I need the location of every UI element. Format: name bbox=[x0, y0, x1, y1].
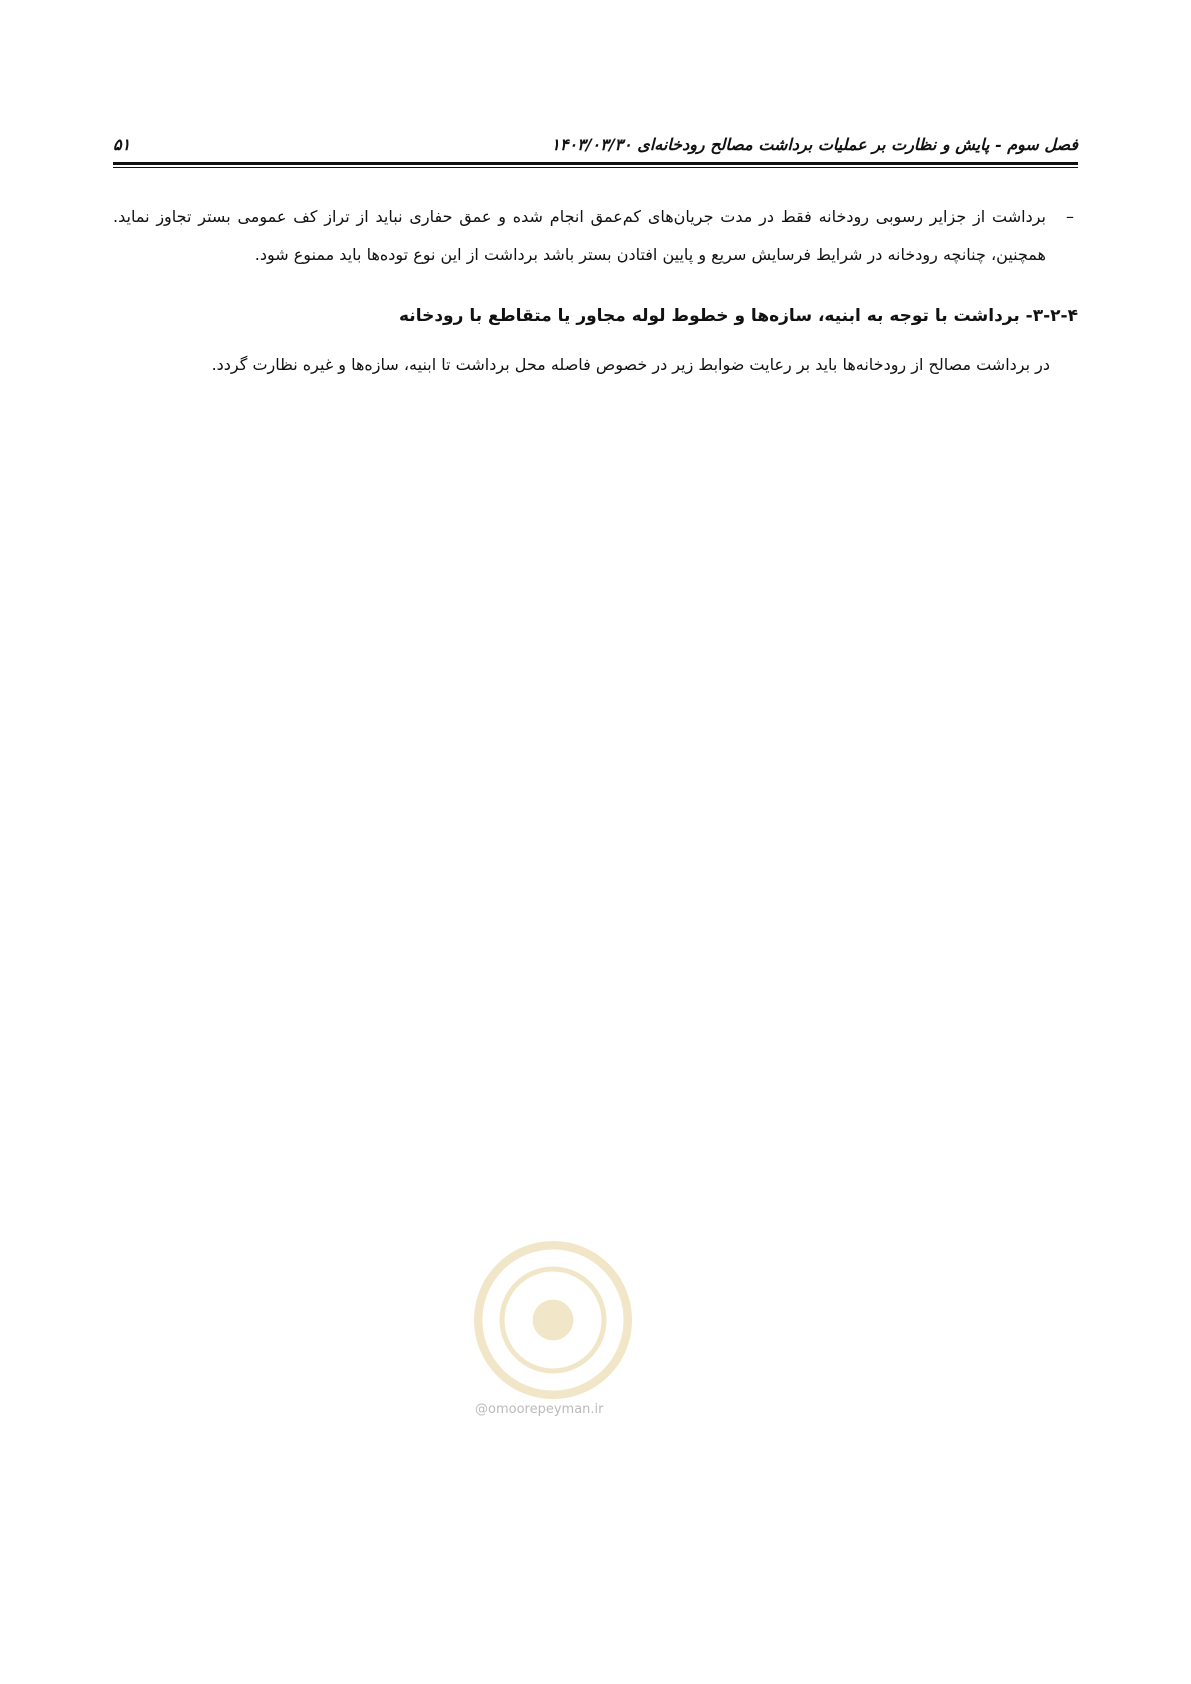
paragraph: در برداشت مصالح از رودخانه‌ها باید بر رعایت ضوابط زیر در خصوص فاصله محل برداشت تا ابنیه، سازه‌ها و غیره نظارت گردد. bbox=[211, 355, 1050, 374]
page-content bbox=[113, 198, 1078, 388]
page-number: ۵۱ bbox=[113, 135, 131, 154]
header-rule bbox=[113, 162, 1078, 165]
chapter-title: فصل سوم - پایش و نظارت بر عملیات برداشت مصالح رودخانه‌ای ۱۴۰۳/۰۳/۳۰ bbox=[551, 135, 1078, 154]
watermark-logo bbox=[468, 1235, 638, 1405]
section-heading: ۳-۲-۴- برداشت با توجه به ابنیه، سازه‌ها و خطوط لوله مجاور یا متقاطع با رودخانه bbox=[399, 306, 1078, 326]
bullet-item: – برداشت از جزایر رسوبی رودخانه فقط در مدت جریان‌های کم‌عمق انجام شده و عمق حفاری نباید از تراز کف عمومی بستر تجاوز نماید. همچنین، چنانچه رودخانه در شرایط فرسایش سریع و پایین افتادن بستر باشد برداشت از این نوع توده‌ها باید ممنوع شود. bbox=[113, 198, 1078, 274]
page-header bbox=[113, 126, 1078, 154]
header-rule-thin bbox=[113, 167, 1078, 168]
watermark-url: @omoorepeyman.ir bbox=[475, 1402, 604, 1417]
dash-marker: – bbox=[1066, 207, 1074, 226]
bullet-list bbox=[113, 198, 1078, 274]
